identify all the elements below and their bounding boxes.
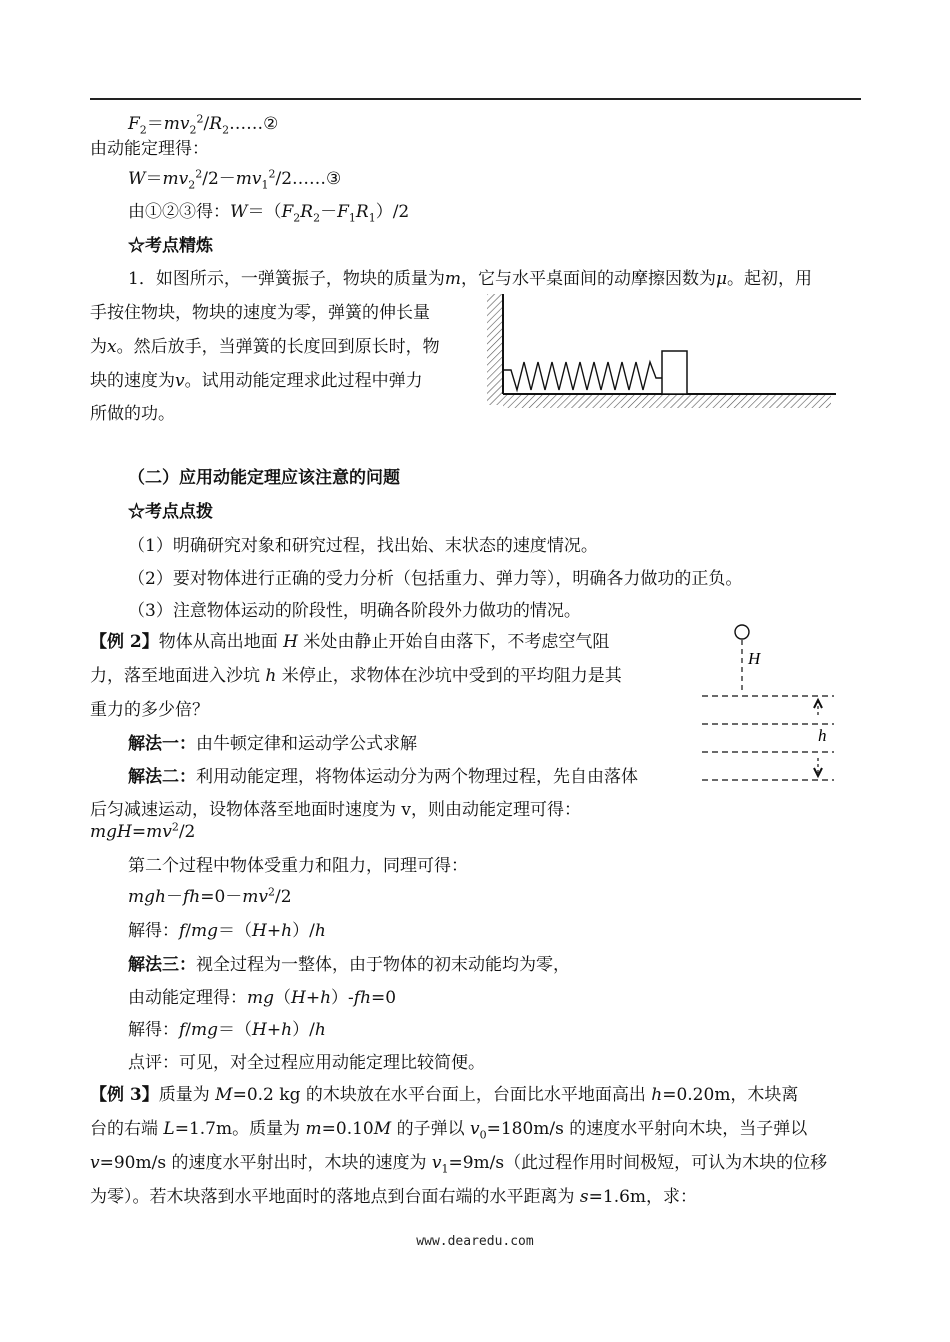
ex2-method2-line2: 后匀减速运动，设物体落至地面时速度为 v，则由动能定理可得： bbox=[90, 800, 582, 820]
footer-url[interactable]: www.dearedu.com bbox=[416, 1234, 534, 1249]
formula-f2: $F_2=mv_2^2/R_2\dots\dots ②$ bbox=[128, 112, 279, 137]
dongneng-label: 由动能定理得： bbox=[90, 139, 209, 159]
ex2-method3-eq: 由动能定理得：mg（H+h）-fh=0 bbox=[128, 988, 397, 1008]
spring bbox=[503, 362, 662, 390]
tip-1: （1）明确研究对象和研究过程，找出始、末状态的速度情况。 bbox=[128, 536, 598, 556]
floor-hatch bbox=[503, 394, 831, 408]
ex2-eq-mgh: $mgH=mv^2/2$ bbox=[90, 820, 196, 842]
ex2-line2: 力，落至地面进入沙坑 h 米停止，求物体在沙坑中受到的平均阻力是其 bbox=[90, 666, 622, 686]
spring-block-figure bbox=[484, 290, 840, 410]
wall-hatch bbox=[487, 294, 503, 405]
label-H: H bbox=[748, 649, 761, 668]
label-h: h bbox=[818, 726, 827, 745]
heading-kaodian-jinglian: ☆考点精炼 bbox=[128, 236, 213, 256]
ex2-method3: 解法三：视全过程为一整体，由于物体的初末动能均为零， bbox=[128, 955, 570, 975]
q1-line5: 所做的功。 bbox=[90, 404, 175, 424]
formula-result: 由①②③得：$W=(F_2R_2-F_1R_1)/2$ bbox=[128, 202, 410, 225]
ex2-second-process: 第二个过程中物体受重力和阻力，同理可得： bbox=[128, 856, 468, 876]
header-rule bbox=[90, 98, 861, 100]
ex3-line2: 台的右端 L=1.7m。质量为 m=0.10M 的子弹以 $v_0=180m/s$ 的速度水平射向木块，当子弹以 bbox=[90, 1119, 808, 1142]
ex3-line1: 【例 3】质量为 M=0.2 kg 的木块放在水平台面上，台面比水平地面高出 h=0.20m，木块离 bbox=[90, 1085, 799, 1105]
ex3-line4: 为零）。若木块落到水平地面时的落地点到台面右端的水平距离为 s=1.6m，求： bbox=[90, 1187, 698, 1207]
ex2-line3: 重力的多少倍？ bbox=[90, 700, 209, 720]
ex2-solution-1: 解得：f/mg＝（H+h）/h bbox=[128, 921, 326, 941]
ex2-method2: 解法二：利用动能定理，将物体运动分为两个物理过程，先自由落体 bbox=[128, 767, 638, 787]
ex2-comment: 点评：可见，对全过程应用动能定理比较简便。 bbox=[128, 1053, 485, 1073]
ball bbox=[735, 625, 749, 639]
heading-kaodian-dianbo: ☆考点点拨 bbox=[128, 502, 213, 522]
section-title: （二）应用动能定理应该注意的问题 bbox=[128, 468, 400, 488]
q1-line3: 为x。然后放手，当弹簧的长度回到原长时，物 bbox=[90, 337, 440, 357]
ex2-solution-2: 解得：f/mg＝（H+h）/h bbox=[128, 1020, 326, 1040]
tip-3: （3）注意物体运动的阶段性，明确各阶段外力做功的情况。 bbox=[128, 601, 581, 621]
q1-line4: 块的速度为v。试用动能定理求此过程中弹力 bbox=[90, 371, 423, 391]
sand-pit-figure bbox=[696, 620, 846, 790]
ex2-eq-mgh-fh: $mgh-fh=0-mv^2/2$ bbox=[128, 885, 292, 907]
ex3-line3: v=90m/s 的速度水平射出时，木块的速度为 $v_1=9m/s$（此过程作用时间极短，可认为木块的位移 bbox=[90, 1153, 828, 1176]
block bbox=[662, 351, 687, 394]
ex2-method1: 解法一：由牛顿定律和运动学公式求解 bbox=[128, 734, 417, 754]
q1-line1: 1．如图所示，一弹簧振子，物块的质量为m，它与水平桌面间的动摩擦因数为μ。起初，用 bbox=[128, 269, 813, 289]
formula-w: $W=mv_2^2/2-mv_1^2/2\dots\dots ③$ bbox=[128, 167, 342, 192]
ex2-line1: 【例 2】物体从高出地面 H 米处由静止开始自由落下，不考虑空气阻 bbox=[90, 632, 610, 652]
tip-2: （2）要对物体进行正确的受力分析（包括重力、弹力等），明确各力做功的正负。 bbox=[128, 569, 743, 589]
q1-line2: 手按住物块，物块的速度为零，弹簧的伸长量 bbox=[90, 303, 430, 323]
